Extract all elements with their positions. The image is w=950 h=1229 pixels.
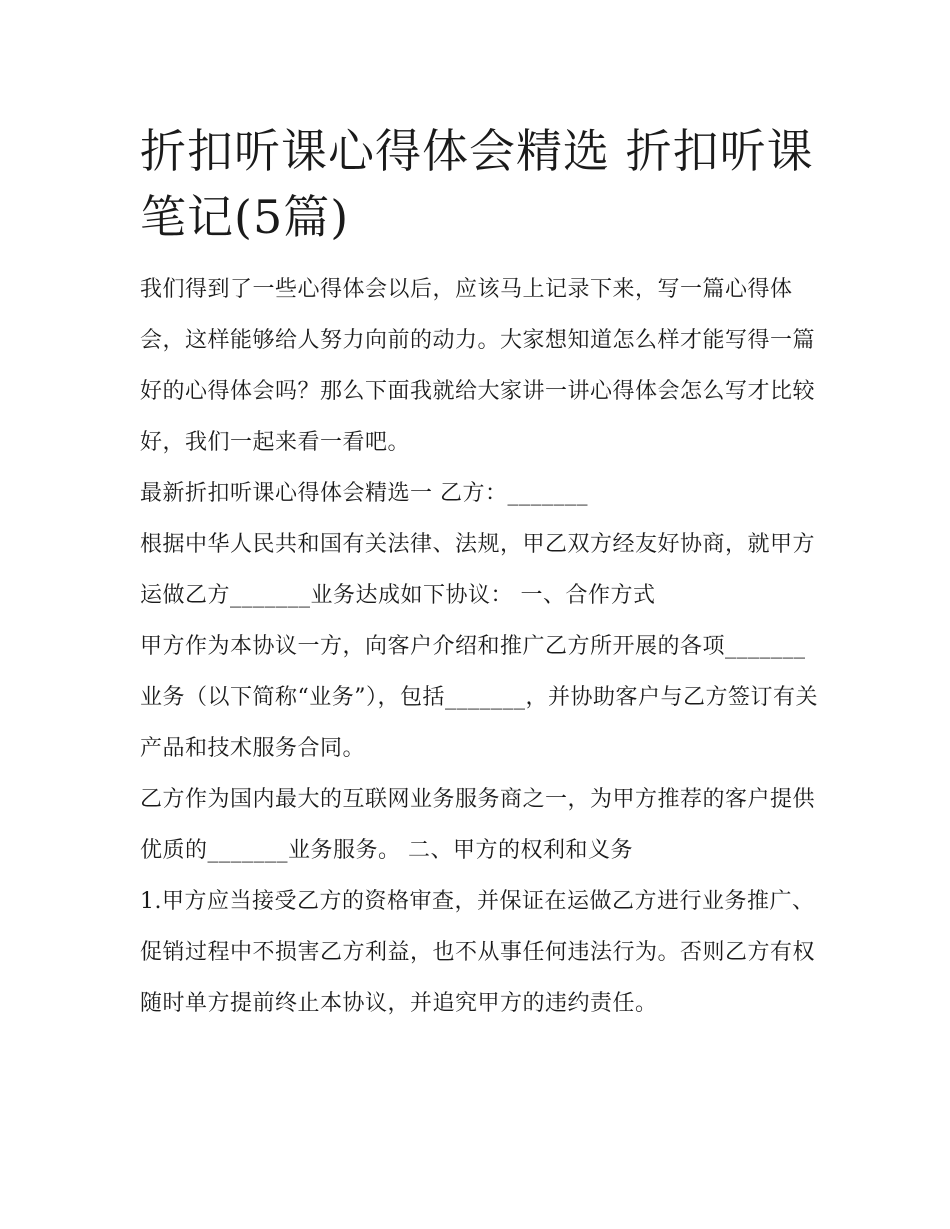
party-b-role-paragraph: 乙方作为国内最大的互联网业务服务商之一，为甲方推荐的客户提供优质的_______业务服务。 二、甲方的权利和义务 [140, 787, 816, 863]
document-title: 折扣听课心得体会精选 折扣听课笔记(5篇) [140, 124, 814, 244]
intro-paragraph: 我们得到了一些心得体会以后，应该马上记录下来，写一篇心得体会，这样能够给人努力向前的动力。大家想知道怎么样才能写得一篇好的心得体会吗？那么下面我就给大家讲一讲心得体会怎么写才比较好，我们一起来看一看吧。 [140, 277, 816, 455]
party-a-role-paragraph: 甲方作为本协议一方，向客户介绍和推广乙方所开展的各项_______业务（以下简称“业务”），包括_______，并协助客户与乙方签订有关产品和技术服务合同。 [140, 634, 818, 761]
agreement-preamble: 根据中华人民共和国有关法律、法规，甲乙双方经友好协商，就甲方运做乙方_______业务达成如下协议： 一、合作方式 [140, 532, 816, 608]
clause-1-paragraph: 1.甲方应当接受乙方的资格审查，并保证在运做乙方进行业务推广、促销过程中不损害乙方利益，也不从事任何违法行为。否则乙方有权随时单方提前终止本协议，并追究甲方的违约责任。 [140, 889, 816, 1016]
section-heading-line: 最新折扣听课心得体会精选一 乙方：_______ [140, 481, 588, 506]
document-page [140, 118, 820, 1029]
